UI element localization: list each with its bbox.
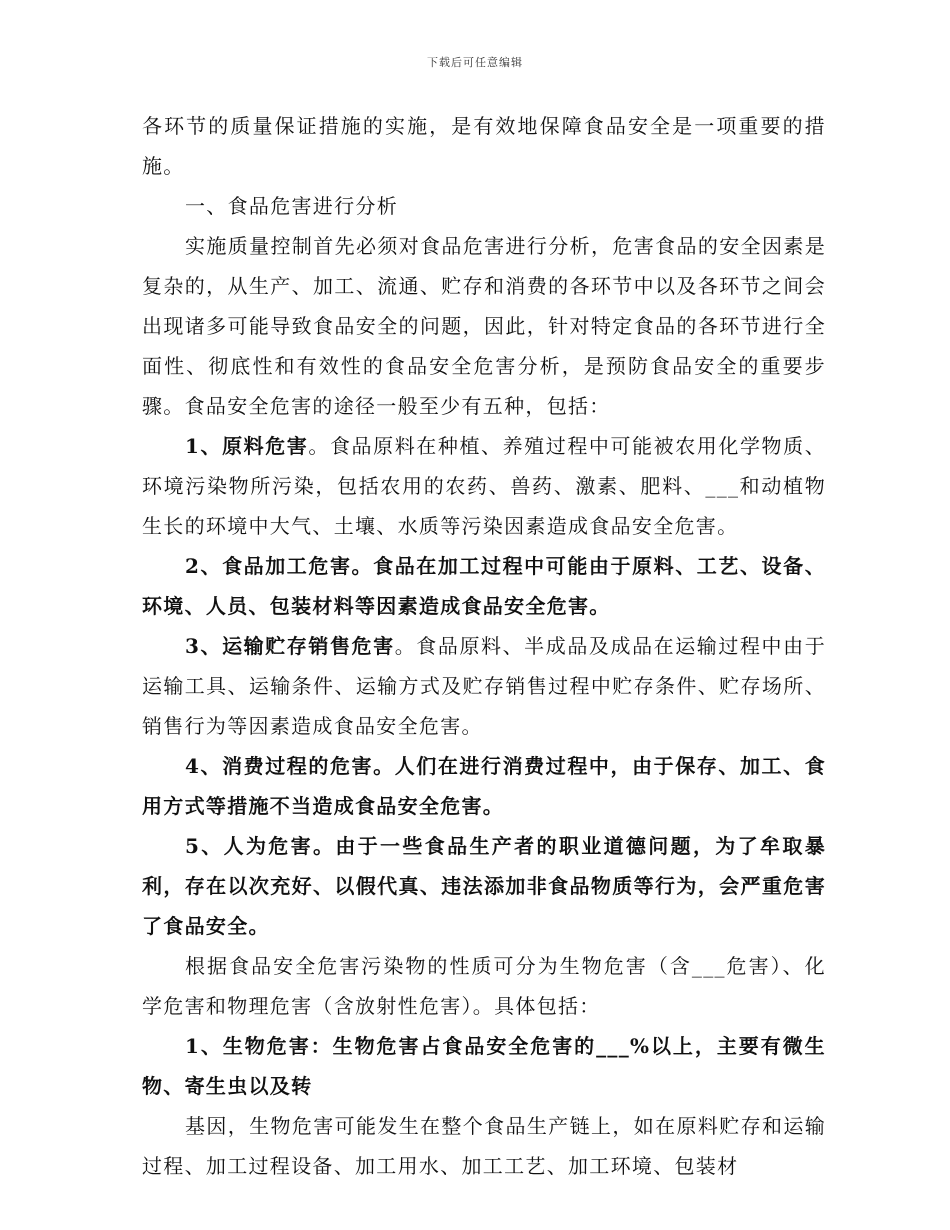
paragraph-gene: 基因，生物危害可能发生在整个食品生产链上，如在原料贮存和运输过程、加工过程设备、加工用水、加工工艺、加工环境、包装材 xyxy=(142,1114,826,1178)
paragraph-raw-material-hazard xyxy=(142,426,826,546)
paragraph-human-hazard: 5、人为危害。由于一些食品生产者的职业道德问题，为了牟取暴利，存在以次充好、以假代真、违法添加非食品物质等行为，会严重危害了食品安全。 xyxy=(142,834,826,938)
page-header: 下载后可任意编辑 xyxy=(427,56,523,69)
paragraph-classification: 根据食品安全危害污染物的性质可分为生物危害（含___危害）、化学危害和物理危害（含放射性危害）。具体包括： xyxy=(142,954,826,1018)
section-heading: 一、食品危害进行分析 xyxy=(185,194,398,218)
paragraph-transport-hazard xyxy=(142,626,826,746)
paragraph-1: 各环节的质量保证措施的实施，是有效地保障食品安全是一项重要的措施。 xyxy=(142,114,826,178)
paragraph-consumption-hazard: 4、消费过程的危害。人们在进行消费过程中，由于保存、加工、食用方式等措施不当造成食品安全危害。 xyxy=(142,754,826,818)
paragraph-biological-hazard: 1、生物危害：生物危害占食品安全危害的___%以上，主要有微生物、寄生虫以及转 xyxy=(142,1034,826,1098)
transport-hazard-title: 3、运输贮存销售危害 xyxy=(185,634,395,658)
raw-material-hazard-text: 。食品原料在种植、养殖过程中可能被农用化学物质、环境污染物所污染，包括农用的农药、兽药、激素、肥料、___和动植物生长的环境中大气、土壤、水质等污染因素造成食品安全危害。 xyxy=(142,434,826,538)
transport-hazard-text: 。食品原料、半成品及成品在运输过程中由于运输工具、运输条件、运输方式及贮存销售过程中贮存条件、贮存场所、销售行为等因素造成食品安全危害。 xyxy=(142,634,826,738)
paragraph-3: 实施质量控制首先必须对食品危害进行分析，危害食品的安全因素是复杂的，从生产、加工、流通、贮存和消费的各环节中以及各环节之间会出现诸多可能导致食品安全的问题，因此，针对特定食品的各环节进行全面性、彻底性和有效性的食品安全危害分析，是预防食品安全的重要步骤。食品安全危害的途径一般至少有五种，包括： xyxy=(142,234,826,418)
paragraph-processing-hazard: 2、食品加工危害。食品在加工过程中可能由于原料、工艺、设备、环境、人员、包装材料等因素造成食品安全危害。 xyxy=(142,554,826,618)
document-body xyxy=(142,106,826,1186)
raw-material-hazard-title: 1、原料危害 xyxy=(185,434,309,458)
